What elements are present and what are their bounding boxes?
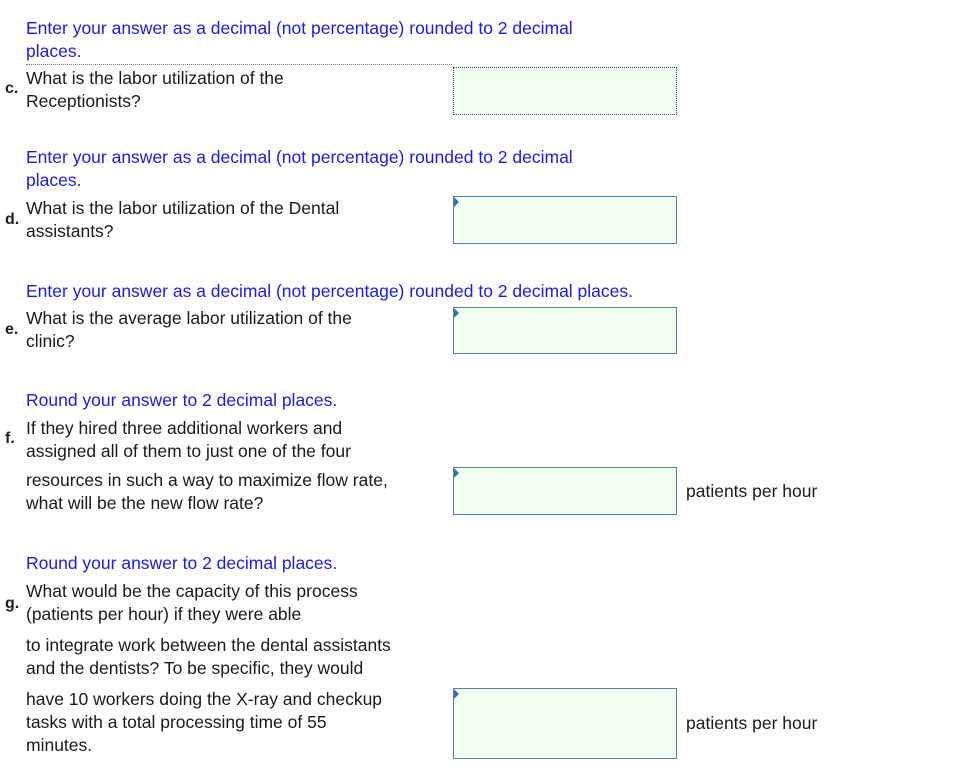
input-flag-icon bbox=[454, 308, 459, 318]
divider bbox=[26, 64, 452, 65]
question-text-c: What is the labor utilization of the Receptionists? bbox=[26, 68, 284, 111]
instruction-g: Round your answer to 2 decimal places. bbox=[26, 553, 338, 573]
question-letter: e. bbox=[5, 321, 19, 338]
question-letter: g. bbox=[5, 595, 20, 612]
question-text-f: If they hired three additional workers and assigned all of them to just one of the four resources in such a way to maximize flow rate, what will be the new flow rate? bbox=[26, 418, 388, 513]
input-flag-icon bbox=[454, 689, 459, 699]
question-text-e: What is the average labor utilization of the clinic? bbox=[26, 308, 352, 351]
question-letter: c. bbox=[5, 80, 19, 97]
input-flag-icon bbox=[454, 197, 459, 207]
question-text-g: What would be the capacity of this process (patients per hour) if they were able to integrate work between the dental assistants and the dentists? To be specific, they would have 10 workers doing the X-ray and checkup tasks with a total processing time of 55 minutes. bbox=[26, 581, 391, 755]
question-letter: d. bbox=[5, 211, 20, 228]
question-text-d: What is the labor utilization of the Dental assistants? bbox=[26, 198, 340, 241]
instruction-c: Enter your answer as a decimal (not percentage) rounded to 2 decimal places. bbox=[26, 18, 573, 61]
instruction-f: Round your answer to 2 decimal places. bbox=[26, 390, 338, 410]
input-flag-icon bbox=[454, 468, 459, 478]
unit-label-f: patients per hour bbox=[686, 481, 818, 501]
instruction-e: Enter your answer as a decimal (not percentage) rounded to 2 decimal places. bbox=[26, 281, 633, 301]
question-letter: f. bbox=[5, 430, 15, 447]
answer-input-g[interactable] bbox=[453, 688, 677, 759]
instruction-d: Enter your answer as a decimal (not percentage) rounded to 2 decimal places. bbox=[26, 147, 573, 190]
answer-input-c[interactable] bbox=[453, 67, 677, 115]
answer-input-e[interactable] bbox=[453, 307, 677, 354]
unit-label-g: patients per hour bbox=[686, 713, 818, 733]
answer-input-d[interactable] bbox=[453, 196, 677, 244]
answer-input-f[interactable] bbox=[453, 467, 677, 515]
